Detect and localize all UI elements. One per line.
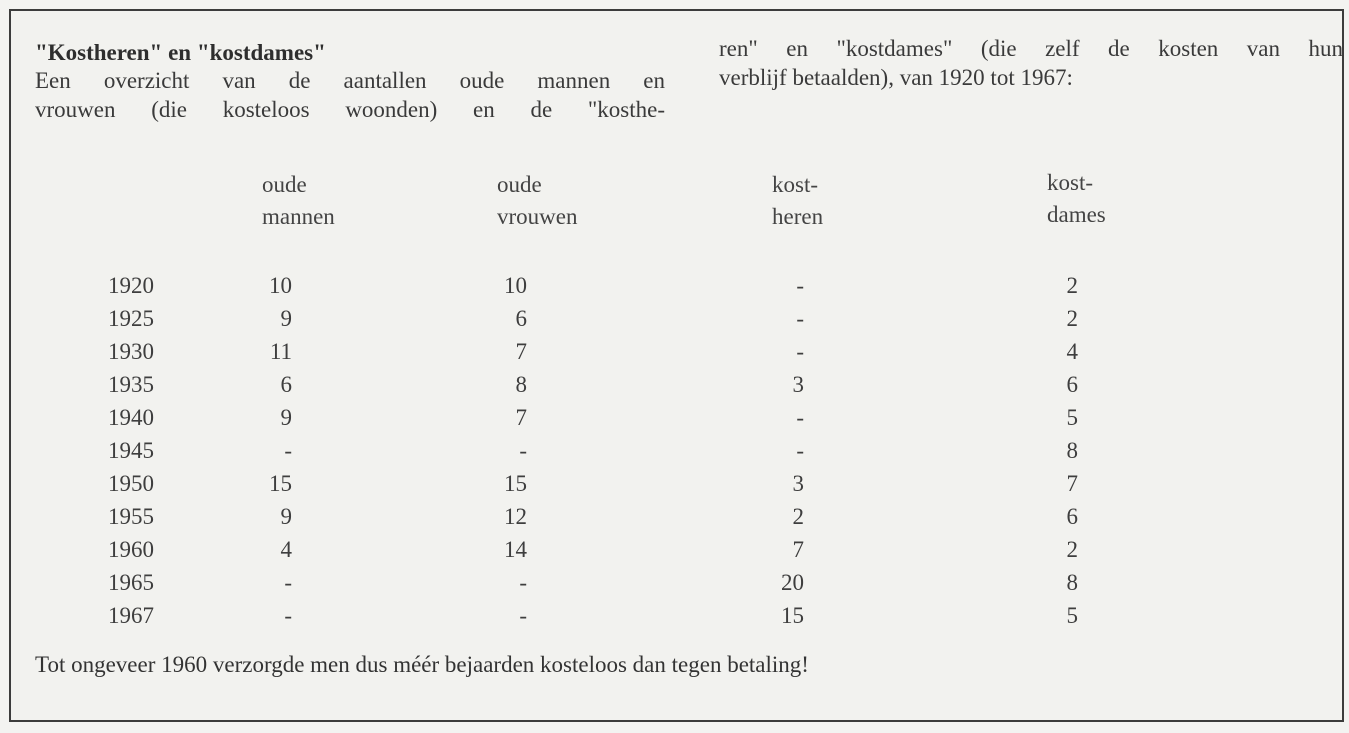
vrouwen-cell: - (519, 438, 527, 463)
kostheren-cell: 3 (792, 471, 804, 496)
mannen-cell: - (284, 438, 292, 463)
mannen-cell: 9 (280, 504, 292, 529)
mannen-cell: - (284, 570, 292, 595)
year-cell: 1930 (108, 339, 154, 364)
vrouwen-cell: - (519, 603, 527, 628)
year-cell: 1950 (108, 471, 154, 496)
header-line: kost- (772, 172, 818, 197)
kostdames-cell: 5 (1066, 603, 1078, 628)
kostdames-cell: 2 (1066, 537, 1078, 562)
table-row (11, 269, 1342, 302)
document-title: "Kostheren" en "kostdames" (35, 40, 326, 65)
year-cell: 1965 (108, 570, 154, 595)
mannen-cell: 6 (280, 372, 292, 397)
mannen-cell: 4 (280, 537, 292, 562)
kostheren-cell: - (796, 339, 804, 364)
intro-line: ren" en "kostdames" (die zelf de kosten van hun (719, 36, 1343, 61)
vrouwen-cell: 7 (515, 339, 527, 364)
table-row (11, 335, 1342, 368)
vrouwen-cell: 8 (515, 372, 527, 397)
kostdames-cell: 5 (1066, 405, 1078, 430)
header-line: dames (1047, 202, 1106, 227)
table-row (11, 533, 1342, 566)
header-oude-vrouwen (497, 169, 577, 233)
mannen-cell: 9 (280, 405, 292, 430)
document-frame (9, 9, 1344, 722)
year-cell: 1925 (108, 306, 154, 331)
kostheren-cell: 2 (792, 504, 804, 529)
year-cell: 1920 (108, 273, 154, 298)
kostheren-cell: - (796, 405, 804, 430)
vrouwen-cell: 7 (515, 405, 527, 430)
mannen-cell: - (284, 603, 292, 628)
kostheren-cell: - (796, 273, 804, 298)
vrouwen-cell: 6 (515, 306, 527, 331)
year-cell: 1935 (108, 372, 154, 397)
header-line: heren (772, 204, 824, 229)
kostdames-cell: 8 (1066, 438, 1078, 463)
intro-line: Een overzicht van de aantallen oude mannen en (35, 68, 665, 93)
kostheren-cell: - (796, 306, 804, 331)
table-row (11, 500, 1342, 533)
kostdames-cell: 2 (1066, 273, 1078, 298)
vrouwen-cell: 14 (504, 537, 527, 562)
intro-text-left (35, 66, 665, 124)
table-row (11, 368, 1342, 401)
vrouwen-cell: 15 (504, 471, 527, 496)
kostheren-cell: 7 (792, 537, 804, 562)
kostdames-cell: 6 (1066, 372, 1078, 397)
conclusion-text: Tot ongeveer 1960 verzorgde men dus méér bejaarden kosteloos dan tegen betaling! (35, 652, 809, 677)
table-row (11, 302, 1342, 335)
header-kostdames (1047, 167, 1106, 231)
header-line: oude (262, 172, 307, 197)
table-row (11, 401, 1342, 434)
mannen-cell: 15 (269, 471, 292, 496)
mannen-cell: 11 (269, 339, 292, 364)
vrouwen-cell: 10 (504, 273, 527, 298)
kostdames-cell: 2 (1066, 306, 1078, 331)
year-cell: 1955 (108, 504, 154, 529)
kostdames-cell: 8 (1066, 570, 1078, 595)
intro-line: vrouwen (die kosteloos woonden) en de "kosthe- (35, 97, 665, 122)
table-row (11, 566, 1342, 599)
year-cell: 1960 (108, 537, 154, 562)
header-line: kost- (1047, 170, 1093, 195)
mannen-cell: 10 (269, 273, 292, 298)
year-cell: 1940 (108, 405, 154, 430)
vrouwen-cell: - (519, 570, 527, 595)
year-cell: 1967 (108, 603, 154, 628)
kostdames-cell: 7 (1066, 471, 1078, 496)
kostheren-cell: 3 (792, 372, 804, 397)
header-line: vrouwen (497, 204, 578, 229)
kostheren-cell: 15 (781, 603, 804, 628)
header-oude-mannen (262, 169, 335, 233)
year-cell: 1945 (108, 438, 154, 463)
header-line: oude (497, 172, 542, 197)
table-row (11, 599, 1342, 632)
header-line: mannen (262, 204, 335, 229)
kostheren-cell: - (796, 438, 804, 463)
vrouwen-cell: 12 (504, 504, 527, 529)
header-kostheren (772, 169, 823, 233)
table-row (11, 434, 1342, 467)
intro-line: verblijf betaalden), van 1920 tot 1967: (719, 65, 1073, 90)
kostdames-cell: 6 (1066, 504, 1078, 529)
kostdames-cell: 4 (1066, 339, 1078, 364)
table-row (11, 467, 1342, 500)
mannen-cell: 9 (280, 306, 292, 331)
intro-text-right (719, 34, 1343, 92)
kostheren-cell: 20 (781, 570, 804, 595)
